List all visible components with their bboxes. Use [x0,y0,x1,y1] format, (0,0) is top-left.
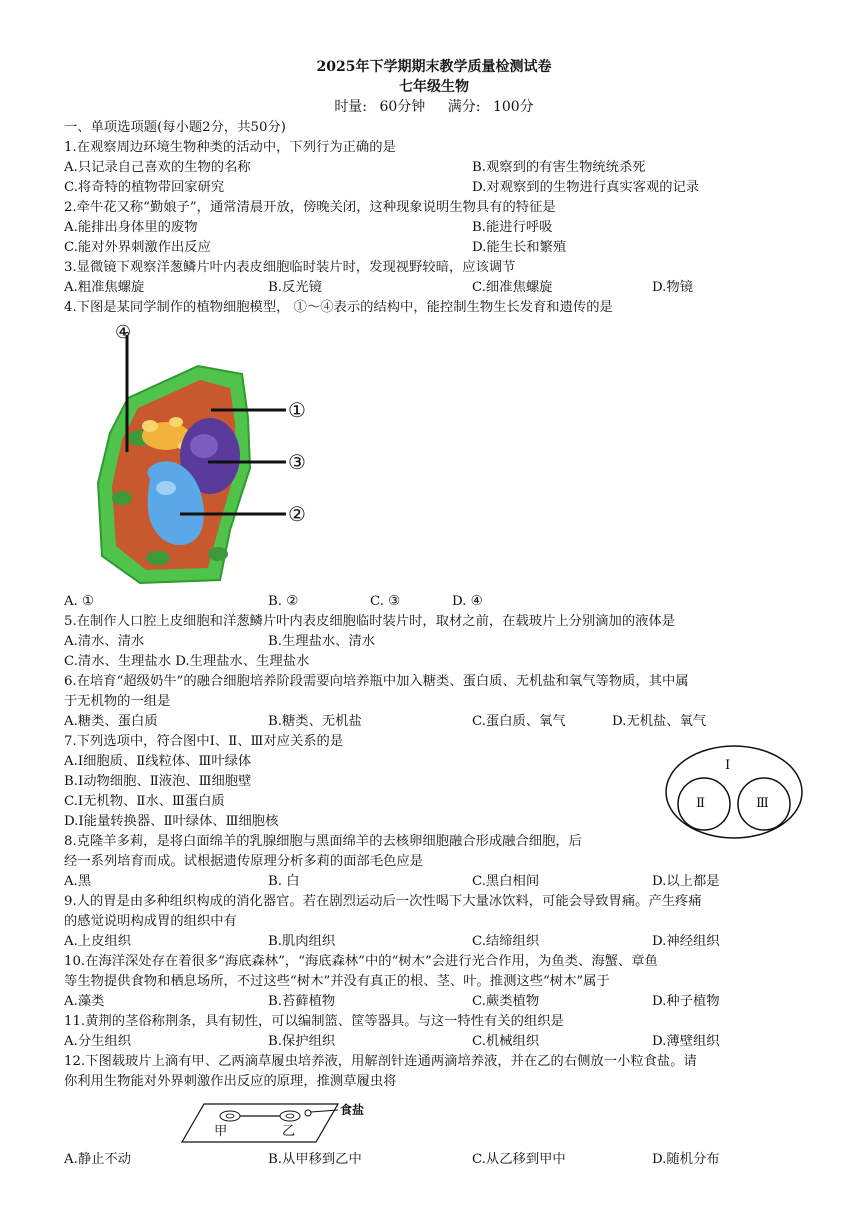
exam-title: 2025年下学期期末教学质量检测试卷 [316,59,552,75]
q2-option-c: C.能对外界刺激作出反应 [64,240,211,255]
q3-option-d: D.物镜 [652,280,694,295]
time-value: 60分钟 [379,99,426,115]
q6-stem-2: 于无机物的一组是 [64,694,171,709]
q8-option-b: B. 白 [268,874,300,889]
q12-option-d: D.随机分布 [652,1152,720,1167]
salt-grain [305,1110,311,1116]
q1-option-a: A.只记录自己喜欢的生物的名称 [64,160,251,175]
q11-option-d: D.薄壁组织 [652,1034,720,1049]
q9-option-c: C.结缔组织 [472,934,540,949]
q11-option-c: C.机械组织 [472,1034,540,1049]
fig12-salt-label: 食盐 [340,1103,365,1117]
q7-option-a: A.Ⅰ细胞质、Ⅱ线粒体、Ⅲ叶绿体 [64,754,252,769]
score-value: 100分 [492,99,534,115]
q12-option-c: C.从乙移到甲中 [472,1152,566,1167]
q6-option-d: D.无机盐、氧气 [612,714,707,729]
q4-label-4: ④ [115,322,132,343]
q2-option-b: B.能进行呼吸 [472,220,553,235]
q4-option-c: C. ③ [370,594,401,609]
q10-option-d: D.种子植物 [652,994,720,1009]
fig7-label-III: Ⅲ [756,796,769,811]
q1-stem: 1.在观察周边环境生物种类的活动中，下列行为正确的是 [64,140,396,155]
q9-stem-1: 9.人的胃是由多种组织构成的消化器官。若在剧烈运动后一次性喝下大量冰饮料，可能会导致胃痛。产生疼痛 [64,894,702,909]
outer-ellipse-I [666,746,802,838]
q10-option-c: C.蕨类植物 [472,994,540,1009]
fig12-yi-label: 乙 [282,1124,296,1139]
q4-label-1: ① [288,398,306,422]
q1-option-c: C.将奇特的植物带回家研究 [64,180,225,195]
q8-stem-1: 8.克隆羊多莉，是将白面绵羊的乳腺细胞与黑面绵羊的去核卵细胞融合形成融合细胞，后 [64,834,582,849]
q10-option-b: B.苔藓植物 [268,994,336,1009]
q8-stem-2: 经一系列培育而成。试根据遗传原理分析多莉的面部毛色应是 [64,854,424,869]
q6-stem-1: 6.在培育“超级奶牛”的融合细胞培养阶段需要向培养瓶中加入糖类、蛋白质、无机盐和氧气等物质，其中属 [64,674,689,689]
q9-option-d: D.神经组织 [652,934,720,949]
time-label: 时量: [334,99,368,115]
q5-stem: 5.在制作人口腔上皮细胞和洋葱鳞片叶内表皮细胞临时装片时，取材之前，在载玻片上分别滴加的液体是 [64,614,676,629]
q8-option-c: C.黑白相间 [472,874,540,889]
q12-option-b: B.从甲移到乙中 [268,1152,362,1167]
q4-label-2: ② [288,502,306,526]
q12-stem-2: 你利用生物能对外界刺激作出反应的原理，推测草履虫将 [64,1074,397,1089]
q1-option-b: B.观察到的有害生物统统杀死 [472,160,646,175]
q4-option-d: D. ④ [452,594,483,609]
q12-option-a: A.静止不动 [64,1152,132,1167]
q3-stem: 3.显微镜下观察洋葱鳞片叶内表皮细胞临时装片时，发现视野较暗，应该调节 [64,260,516,275]
q8-option-d: D.以上都是 [652,874,720,889]
q4-stem: 4.下图是某同学制作的植物细胞模型， ①～④表示的结构中，能控制生物生长发育和遗传的是 [64,300,613,315]
slide-paramecium-figure [180,1098,360,1148]
q9-option-a: A.上皮组织 [64,934,132,949]
drop-yi [280,1111,300,1121]
q11-option-a: A.分生组织 [64,1034,132,1049]
set-relation-figure [664,744,804,840]
q9-stem-2: 的感觉说明构成胃的组织中有 [64,914,237,929]
q1-option-d: D.对观察到的生物进行真实客观的记录 [472,180,700,195]
q4-option-a: A. ① [64,594,94,609]
q10-stem-2: 等生物提供食物和栖息场所，不过这些“树木”并没有真正的根、茎、叶。推测这些“树木”属于 [64,974,610,989]
q2-option-a: A.能排出身体里的废物 [64,220,198,235]
q3-option-b: B.反光镜 [268,280,322,295]
q3-option-c: C.细准焦螺旋 [472,280,553,295]
q7-stem: 7.下列选项中，符合图中Ⅰ、Ⅱ、Ⅲ对应关系的是 [64,734,344,749]
q6-option-b: B.糖类、无机盐 [268,714,362,729]
fig7-label-II: Ⅱ [696,796,706,811]
q8-option-a: A.黑 [64,874,92,889]
q5-option-cd: C.清水、生理盐水 D.生理盐水、生理盐水 [64,654,310,669]
q12-stem-1: 12.下图载玻片上滴有甲、乙两滴草履虫培养液，用解剖针连通两滴培养液，并在乙的右侧放一小粒食盐。请 [64,1054,697,1069]
drop-jia [220,1111,240,1121]
q10-option-a: A.藻类 [64,994,105,1009]
q4-option-b: B. ② [268,594,299,609]
q2-stem: 2.牵牛花又称“勤娘子”，通常清晨开放，傍晚关闭，这种现象说明生物具有的特征是 [64,200,556,215]
score-label: 满分: [447,99,481,115]
q11-stem: 11.黄荆的茎俗称荆条，具有韧性，可以编制篮、筐等器具。与这一特性有关的组织是 [64,1014,564,1029]
q4-label-3: ③ [288,450,306,474]
q7-option-d: D.Ⅰ能量转换器、Ⅱ叶绿体、Ⅲ细胞核 [64,814,279,829]
exam-meta [0,96,868,116]
fig12-jia-label: 甲 [214,1124,228,1139]
q3-option-a: A.粗准焦螺旋 [64,280,145,295]
glass-slide [182,1104,338,1142]
q11-option-b: B.保护组织 [268,1034,336,1049]
q10-stem-1: 10.在海洋深处存在着很多“海底森林”，“海底森林”中的“树木”会进行光合作用，为鱼类、海蟹、章鱼 [64,954,658,969]
q6-option-a: A.糖类、蛋白质 [64,714,158,729]
q9-option-b: B.肌肉组织 [268,934,336,949]
q5-option-a: A.清水、清水 [64,634,145,649]
section-heading: 一、单项选项题(每小题2分，共50分) [64,120,286,135]
exam-subject: 七年级生物 [399,79,469,95]
q5-option-b: B.生理盐水、清水 [268,634,376,649]
q7-option-c: C.Ⅰ无机物、Ⅱ水、Ⅲ蛋白质 [64,794,225,809]
q7-option-b: B.Ⅰ动物细胞、Ⅱ液泡、Ⅲ细胞壁 [64,774,252,789]
fig7-label-I: Ⅰ [725,758,731,773]
q6-option-c: C.蛋白质、氧气 [472,714,566,729]
q2-option-d: D.能生长和繁殖 [472,240,567,255]
